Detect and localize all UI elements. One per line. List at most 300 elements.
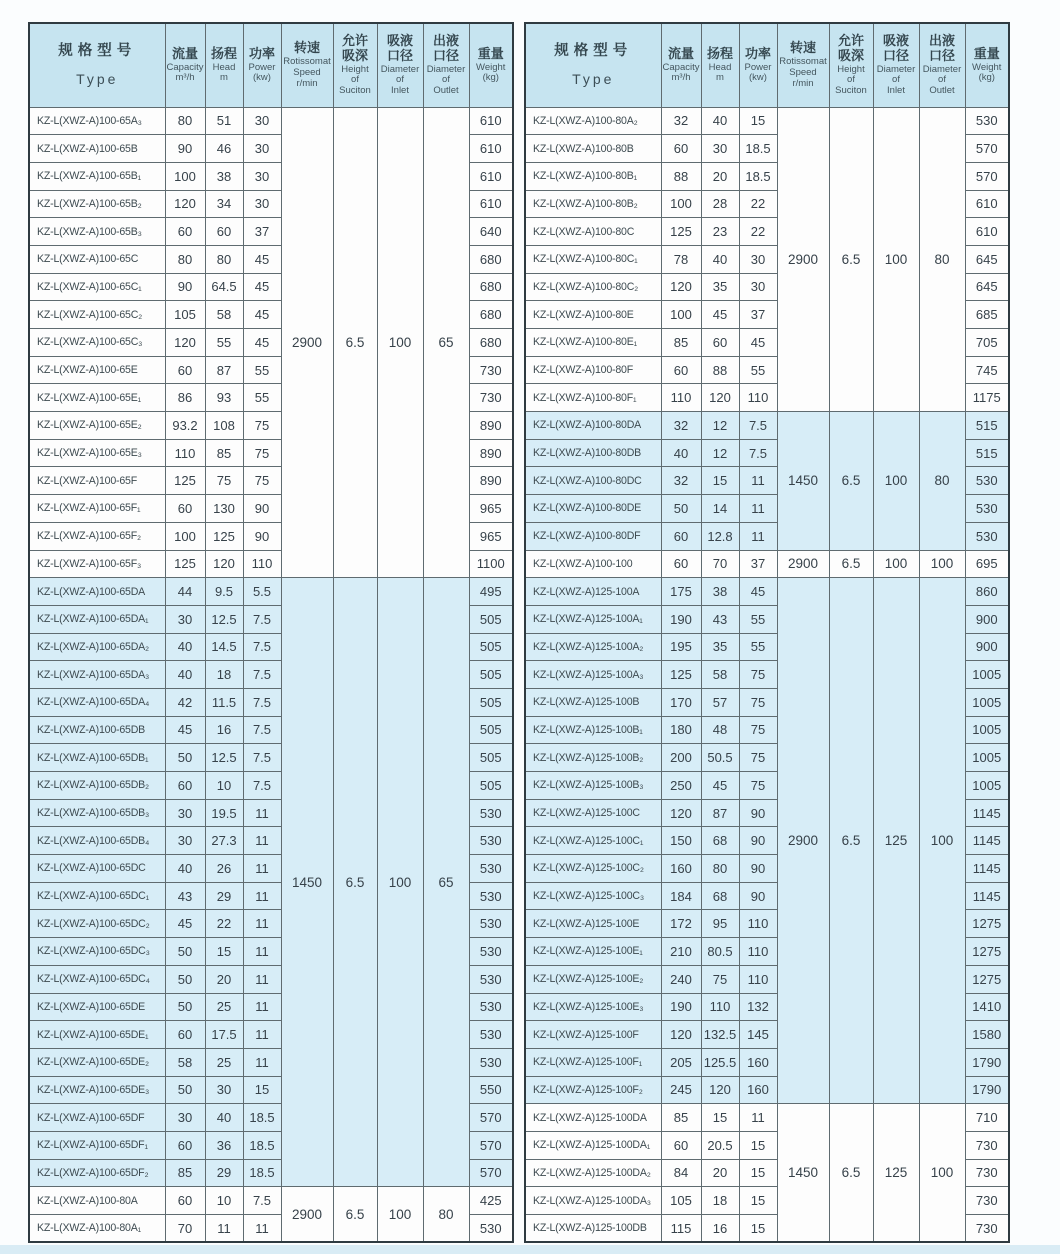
type-cell: KZ-L(XWZ-A)100-65B₃ (29, 218, 165, 246)
weight-cell: 695 (965, 550, 1009, 578)
head-cell: 50.5 (701, 744, 739, 772)
power-cell: 11 (243, 1048, 281, 1076)
table-row (29, 578, 513, 606)
outlet-merged-cell: 80 (919, 107, 965, 412)
capacity-cell: 30 (165, 605, 205, 633)
type-cell: KZ-L(XWZ-A)125-100A₂ (525, 633, 661, 661)
power-cell: 7.5 (243, 744, 281, 772)
power-cell: 90 (243, 495, 281, 523)
suction-merged-cell: 6.5 (333, 578, 377, 1187)
header-zh-speed (778, 41, 829, 56)
header-en-line: Diameter (876, 63, 916, 75)
header-zh-line: 扬程 (706, 45, 733, 61)
header-zh-line: 吸深 (837, 47, 864, 63)
header-zh-power (244, 47, 281, 62)
header-zh-line: 口径 (432, 47, 459, 63)
power-cell: 110 (739, 384, 777, 412)
type-cell: KZ-L(XWZ-A)125-100F₁ (525, 1048, 661, 1076)
weight-cell: 515 (965, 439, 1009, 467)
power-cell: 45 (243, 273, 281, 301)
head-cell: 12.8 (701, 522, 739, 550)
power-cell: 15 (739, 1187, 777, 1215)
capacity-cell: 100 (661, 190, 701, 218)
type-cell: KZ-L(XWZ-A)100-65DB (29, 716, 165, 744)
head-cell: 108 (205, 412, 243, 440)
head-cell: 85 (205, 439, 243, 467)
type-cell: KZ-L(XWZ-A)100-65DF₁ (29, 1131, 165, 1159)
header-zh-line: 转速 (789, 40, 816, 56)
capacity-cell: 42 (165, 688, 205, 716)
weight-cell: 1005 (965, 744, 1009, 772)
type-cell: KZ-L(XWZ-A)125-100DA (525, 1104, 661, 1132)
capacity-cell: 32 (661, 107, 701, 135)
power-cell: 37 (739, 301, 777, 329)
table-row (525, 578, 1009, 606)
capacity-cell: 50 (165, 744, 205, 772)
weight-cell: 730 (965, 1215, 1009, 1243)
capacity-cell: 60 (165, 1131, 205, 1159)
type-cell: KZ-L(XWZ-A)100-65DC₂ (29, 910, 165, 938)
head-cell: 11 (205, 1215, 243, 1243)
capacity-cell: 40 (165, 855, 205, 883)
type-cell: KZ-L(XWZ-A)100-65DB₄ (29, 827, 165, 855)
capacity-cell: 45 (165, 910, 205, 938)
weight-cell: 530 (469, 938, 513, 966)
head-cell: 46 (205, 135, 243, 163)
weight-cell: 1275 (965, 965, 1009, 993)
capacity-cell: 80 (165, 107, 205, 135)
header-en-line: Inlet (887, 85, 905, 96)
weight-cell: 705 (965, 329, 1009, 357)
type-cell: KZ-L(XWZ-A)100-65DB₃ (29, 799, 165, 827)
type-cell: KZ-L(XWZ-A)125-100DB (525, 1215, 661, 1243)
col-header-type (29, 23, 165, 107)
power-cell: 55 (243, 384, 281, 412)
power-cell: 75 (739, 744, 777, 772)
header-en-line: m (220, 72, 228, 84)
capacity-cell: 70 (165, 1215, 205, 1243)
head-cell: 70 (701, 550, 739, 578)
weight-cell: 530 (469, 799, 513, 827)
weight-cell: 505 (469, 688, 513, 716)
weight-cell: 965 (469, 495, 513, 523)
capacity-cell: 60 (661, 1131, 701, 1159)
power-cell: 75 (739, 772, 777, 800)
type-cell: KZ-L(XWZ-A)100-80B (525, 135, 661, 163)
table-row (525, 1104, 1009, 1132)
col-header-capacity (661, 23, 701, 107)
col-header-outlet (423, 23, 469, 107)
header-en-line: m³/h (175, 72, 195, 84)
weight-cell: 530 (965, 495, 1009, 523)
capacity-cell: 50 (165, 938, 205, 966)
left-spec-table-mount (28, 22, 514, 1243)
table-body (29, 107, 513, 1242)
capacity-cell: 110 (661, 384, 701, 412)
header-row (525, 23, 1009, 107)
weight-cell: 1145 (965, 799, 1009, 827)
header-en-outlet (920, 65, 965, 97)
capacity-cell: 85 (661, 1104, 701, 1132)
power-cell: 11 (739, 495, 777, 523)
head-cell: 68 (701, 882, 739, 910)
capacity-cell: 88 (661, 162, 701, 190)
power-cell: 75 (243, 439, 281, 467)
type-cell: KZ-L(XWZ-A)100-65B₁ (29, 162, 165, 190)
header-en-line: Rotissomat (779, 56, 827, 68)
col-header-speed (281, 23, 333, 107)
weight-cell: 530 (469, 993, 513, 1021)
power-cell: 11 (739, 467, 777, 495)
power-cell: 11 (243, 855, 281, 883)
capacity-cell: 60 (661, 135, 701, 163)
header-en-power (244, 63, 281, 84)
suction-merged-cell: 6.5 (829, 550, 873, 578)
head-cell: 30 (205, 1076, 243, 1104)
capacity-cell: 125 (165, 467, 205, 495)
header-zh-head (206, 47, 243, 62)
type-cell: KZ-L(XWZ-A)100-65E₁ (29, 384, 165, 412)
head-cell: 75 (205, 467, 243, 495)
power-cell: 11 (243, 965, 281, 993)
power-cell: 75 (243, 467, 281, 495)
power-cell: 7.5 (739, 439, 777, 467)
inlet-merged-cell: 100 (377, 1187, 423, 1242)
weight-cell: 570 (469, 1159, 513, 1187)
header-en-line: of (396, 74, 404, 86)
type-cell: KZ-L(XWZ-A)100-80DE (525, 495, 661, 523)
head-cell: 43 (701, 605, 739, 633)
weight-cell: 515 (965, 412, 1009, 440)
weight-cell: 530 (965, 107, 1009, 135)
header-en-line: (kw) (749, 72, 767, 84)
head-cell: 45 (701, 301, 739, 329)
weight-cell: 505 (469, 633, 513, 661)
head-cell: 75 (701, 965, 739, 993)
power-cell: 11 (243, 882, 281, 910)
weight-cell: 530 (965, 467, 1009, 495)
head-cell: 20.5 (701, 1131, 739, 1159)
head-cell: 22 (205, 910, 243, 938)
capacity-cell: 84 (661, 1159, 701, 1187)
head-cell: 34 (205, 190, 243, 218)
table-header (525, 23, 1009, 107)
capacity-cell: 210 (661, 938, 701, 966)
power-cell: 18.5 (243, 1131, 281, 1159)
head-cell: 45 (701, 772, 739, 800)
header-zh-type (526, 43, 661, 60)
header-en-line: Power (248, 61, 276, 73)
header-en-line: (kg) (978, 72, 995, 84)
col-header-type (525, 23, 661, 107)
outlet-merged-cell: 65 (423, 578, 469, 1187)
suction-merged-cell: 6.5 (333, 107, 377, 578)
head-cell: 11.5 (205, 688, 243, 716)
weight-cell: 645 (965, 273, 1009, 301)
header-zh-line: 允许 (341, 32, 368, 48)
head-cell: 120 (701, 384, 739, 412)
head-cell: 110 (701, 993, 739, 1021)
power-cell: 18.5 (243, 1104, 281, 1132)
head-cell: 87 (205, 356, 243, 384)
col-header-suction (333, 23, 377, 107)
head-cell: 30 (701, 135, 739, 163)
head-cell: 125.5 (701, 1048, 739, 1076)
type-cell: KZ-L(XWZ-A)100-65DE₁ (29, 1021, 165, 1049)
capacity-cell: 120 (165, 190, 205, 218)
power-cell: 160 (739, 1048, 777, 1076)
type-cell: KZ-L(XWZ-A)100-65E (29, 356, 165, 384)
capacity-cell: 80 (165, 245, 205, 273)
capacity-cell: 60 (661, 550, 701, 578)
power-cell: 160 (739, 1076, 777, 1104)
inlet-merged-cell: 125 (873, 578, 919, 1104)
header-zh-line: 吸液 (386, 32, 413, 48)
header-zh-head (702, 47, 739, 62)
head-cell: 14 (701, 495, 739, 523)
power-cell: 75 (739, 688, 777, 716)
power-cell: 45 (739, 578, 777, 606)
weight-cell: 570 (469, 1104, 513, 1132)
head-cell: 12.5 (205, 744, 243, 772)
suction-merged-cell: 6.5 (333, 1187, 377, 1242)
capacity-cell: 100 (165, 522, 205, 550)
type-cell: KZ-L(XWZ-A)100-65DA₄ (29, 688, 165, 716)
weight-cell: 530 (469, 1215, 513, 1243)
weight-cell: 900 (965, 605, 1009, 633)
capacity-cell: 32 (661, 412, 701, 440)
header-zh-type (30, 43, 165, 60)
weight-cell: 1100 (469, 550, 513, 578)
weight-cell: 730 (469, 356, 513, 384)
head-cell: 16 (701, 1215, 739, 1243)
capacity-cell: 32 (661, 467, 701, 495)
head-cell: 40 (205, 1104, 243, 1132)
speed-merged-cell: 2900 (777, 550, 829, 578)
inlet-merged-cell: 100 (377, 107, 423, 578)
head-cell: 58 (205, 301, 243, 329)
header-en-line: Suciton (835, 85, 867, 96)
capacity-cell: 184 (661, 882, 701, 910)
capacity-cell: 78 (661, 245, 701, 273)
header-en-line: Rotissomat (283, 56, 331, 68)
head-cell: 18 (701, 1187, 739, 1215)
weight-cell: 640 (469, 218, 513, 246)
outlet-merged-cell: 100 (919, 578, 965, 1104)
head-cell: 20 (701, 1159, 739, 1187)
capacity-cell: 115 (661, 1215, 701, 1243)
header-en-line: Weight (972, 61, 1002, 73)
speed-merged-cell: 1450 (777, 412, 829, 550)
inlet-merged-cell: 100 (377, 578, 423, 1187)
inlet-merged-cell: 100 (873, 550, 919, 578)
capacity-cell: 105 (165, 301, 205, 329)
capacity-cell: 100 (661, 301, 701, 329)
capacity-cell: 44 (165, 578, 205, 606)
weight-cell: 1175 (965, 384, 1009, 412)
capacity-cell: 200 (661, 744, 701, 772)
capacity-cell: 30 (165, 827, 205, 855)
power-cell: 45 (243, 245, 281, 273)
capacity-cell: 85 (661, 329, 701, 357)
head-cell: 14.5 (205, 633, 243, 661)
power-cell: 7.5 (243, 605, 281, 633)
weight-cell: 1580 (965, 1021, 1009, 1049)
left-spec-table (28, 22, 514, 1243)
power-cell: 7.5 (243, 716, 281, 744)
right-spec-table (524, 22, 1010, 1243)
header-zh-power (740, 47, 777, 62)
weight-cell: 685 (965, 301, 1009, 329)
weight-cell: 1145 (965, 882, 1009, 910)
head-cell: 36 (205, 1131, 243, 1159)
header-en-line: Height (341, 63, 369, 75)
header-zh-suction (334, 34, 377, 64)
power-cell: 15 (739, 1159, 777, 1187)
power-cell: 55 (243, 356, 281, 384)
weight-cell: 610 (469, 190, 513, 218)
type-cell: KZ-L(XWZ-A)125-100E₂ (525, 965, 661, 993)
capacity-cell: 250 (661, 772, 701, 800)
power-cell: 37 (739, 550, 777, 578)
power-cell: 18.5 (739, 135, 777, 163)
type-cell: KZ-L(XWZ-A)125-100F₂ (525, 1076, 661, 1104)
head-cell: 17.5 (205, 1021, 243, 1049)
type-cell: KZ-L(XWZ-A)125-100B₁ (525, 716, 661, 744)
type-cell: KZ-L(XWZ-A)100-80B₁ (525, 162, 661, 190)
type-cell: KZ-L(XWZ-A)100-65F (29, 467, 165, 495)
type-cell: KZ-L(XWZ-A)100-65C₃ (29, 329, 165, 357)
power-cell: 90 (739, 882, 777, 910)
weight-cell: 610 (469, 162, 513, 190)
header-en-line: (kg) (482, 72, 499, 84)
header-zh-line: 功率 (744, 45, 771, 61)
capacity-cell: 60 (165, 495, 205, 523)
type-cell: KZ-L(XWZ-A)100-65DA₂ (29, 633, 165, 661)
capacity-cell: 170 (661, 688, 701, 716)
weight-cell: 530 (469, 855, 513, 883)
type-cell: KZ-L(XWZ-A)100-65DA₁ (29, 605, 165, 633)
capacity-cell: 90 (165, 273, 205, 301)
head-cell: 87 (701, 799, 739, 827)
capacity-cell: 175 (661, 578, 701, 606)
header-en-outlet (424, 65, 469, 97)
weight-cell: 530 (469, 965, 513, 993)
col-header-outlet (919, 23, 965, 107)
page-bottom-strip (0, 1245, 1060, 1254)
weight-cell: 610 (469, 107, 513, 135)
head-cell: 88 (701, 356, 739, 384)
head-cell: 51 (205, 107, 243, 135)
capacity-cell: 172 (661, 910, 701, 938)
capacity-cell: 40 (661, 439, 701, 467)
type-cell: KZ-L(XWZ-A)100-65DC (29, 855, 165, 883)
weight-cell: 495 (469, 578, 513, 606)
header-en-type (526, 72, 661, 88)
head-cell: 12 (701, 412, 739, 440)
type-cell: KZ-L(XWZ-A)125-100DA₂ (525, 1159, 661, 1187)
weight-cell: 570 (469, 1131, 513, 1159)
speed-merged-cell: 2900 (281, 107, 333, 578)
type-cell: KZ-L(XWZ-A)100-65DE₃ (29, 1076, 165, 1104)
weight-cell: 1410 (965, 993, 1009, 1021)
head-cell: 60 (701, 329, 739, 357)
header-en-line: of (847, 74, 855, 86)
weight-cell: 530 (469, 910, 513, 938)
capacity-cell: 60 (661, 356, 701, 384)
capacity-cell: 240 (661, 965, 701, 993)
col-header-inlet (873, 23, 919, 107)
col-header-head (205, 23, 243, 107)
type-cell: KZ-L(XWZ-A)100-65C₂ (29, 301, 165, 329)
power-cell: 18.5 (243, 1159, 281, 1187)
power-cell: 11 (243, 910, 281, 938)
weight-cell: 610 (965, 218, 1009, 246)
type-cell: KZ-L(XWZ-A)100-80DC (525, 467, 661, 495)
type-cell: KZ-L(XWZ-A)100-65E₂ (29, 412, 165, 440)
power-cell: 45 (739, 329, 777, 357)
type-cell: KZ-L(XWZ-A)100-65DC₁ (29, 882, 165, 910)
header-en-speed (282, 57, 333, 89)
head-cell: 28 (701, 190, 739, 218)
header-en-speed (778, 57, 829, 89)
header-en-line: Weight (476, 61, 506, 73)
head-cell: 40 (701, 107, 739, 135)
weight-cell: 900 (965, 633, 1009, 661)
head-cell: 29 (205, 1159, 243, 1187)
head-cell: 93 (205, 384, 243, 412)
type-cell: KZ-L(XWZ-A)100-65B₂ (29, 190, 165, 218)
type-cell: KZ-L(XWZ-A)100-80F₁ (525, 384, 661, 412)
head-cell: 130 (205, 495, 243, 523)
head-cell: 18 (205, 661, 243, 689)
capacity-cell: 150 (661, 827, 701, 855)
header-en-line: (kw) (253, 72, 271, 84)
header-en-line: of (351, 74, 359, 86)
outlet-merged-cell: 80 (423, 1187, 469, 1242)
header-en-head (702, 63, 739, 84)
weight-cell: 1790 (965, 1076, 1009, 1104)
type-cell: KZ-L(XWZ-A)100-65DC₄ (29, 965, 165, 993)
type-cell: KZ-L(XWZ-A)100-80F (525, 356, 661, 384)
col-header-weight (965, 23, 1009, 107)
power-cell: 11 (243, 827, 281, 855)
capacity-cell: 190 (661, 605, 701, 633)
type-cell: KZ-L(XWZ-A)100-65B (29, 135, 165, 163)
type-cell: KZ-L(XWZ-A)100-80A₂ (525, 107, 661, 135)
weight-cell: 530 (469, 827, 513, 855)
type-cell: KZ-L(XWZ-A)125-100B₂ (525, 744, 661, 772)
header-zh-line: 出液 (928, 32, 955, 48)
power-cell: 30 (739, 273, 777, 301)
capacity-cell: 60 (165, 218, 205, 246)
head-cell: 80.5 (701, 938, 739, 966)
head-cell: 20 (701, 162, 739, 190)
table-row (29, 107, 513, 135)
header-zh-line: 吸液 (882, 32, 909, 48)
header-en-line: of (442, 74, 450, 86)
header-en-line: Head (708, 61, 732, 73)
type-cell: KZ-L(XWZ-A)125-100E₃ (525, 993, 661, 1021)
capacity-cell: 120 (165, 329, 205, 357)
capacity-cell: 60 (165, 356, 205, 384)
type-cell: KZ-L(XWZ-A)100-65DF (29, 1104, 165, 1132)
capacity-cell: 120 (661, 273, 701, 301)
type-cell: KZ-L(XWZ-A)100-65F₁ (29, 495, 165, 523)
capacity-cell: 90 (165, 135, 205, 163)
weight-cell: 730 (965, 1131, 1009, 1159)
weight-cell: 1005 (965, 688, 1009, 716)
